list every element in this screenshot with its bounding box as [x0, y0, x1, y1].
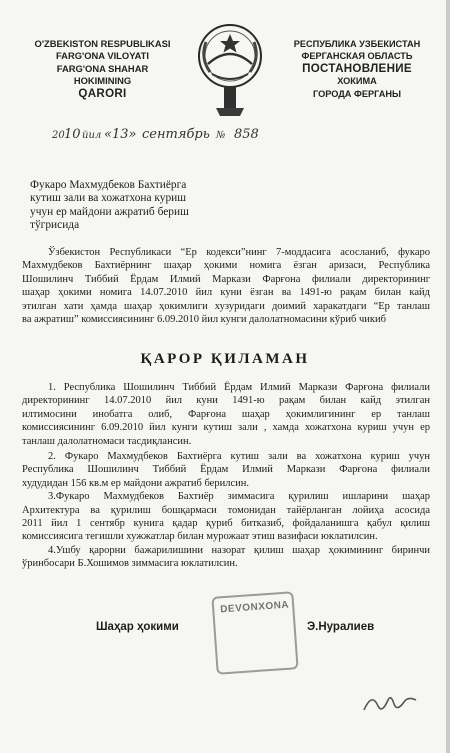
subject-line: Фукаро Махмудбеков Бахтиёрга — [30, 179, 187, 191]
date-year-suffix: йил — [82, 130, 102, 141]
preamble-line: Шошилинч Тиббий Ёрдам Илмий Маркази Фарғона филиали директорининг — [22, 273, 430, 285]
header-left-title: QARORI — [78, 86, 127, 100]
date-year: 10 — [64, 127, 81, 142]
signatory-name: Э.Нуралиев — [307, 621, 375, 633]
office-stamp — [211, 591, 298, 675]
header-left-line: HOKIMINING — [73, 75, 132, 87]
header-left-line: O'ZBEKISTON RESPUBLIKASI — [34, 38, 171, 49]
signatory-title: Шаҳар ҳокими — [96, 621, 179, 633]
header-right-block — [282, 38, 432, 100]
item-1-line: танлаш далолатномаси тасдиқлансин. — [22, 435, 192, 447]
decision-heading: ҚАРОР ҚИЛАМАН — [140, 351, 310, 367]
subject-line: тўгрисида — [30, 219, 80, 232]
document-number: 858 — [234, 127, 259, 142]
dateline — [52, 127, 312, 149]
date-month: сентябрь — [142, 127, 210, 142]
preamble-line: Махмудбеков Бахтиёрнинг шаҳар ҳокими номига ёзган аризаси, Республика — [22, 260, 430, 272]
item-2-line: 2. Фукаро Махмудбеков Бахтиёрга кутиш зали ва хожатхона куриш учун — [48, 451, 430, 463]
item-1-line: комиссиясининг 6.09.2010 йил кунги кутиш зали , хамда хожатхона куриш учун ер — [22, 422, 430, 434]
subject-line: учун ер майдони ажратиб бериш — [30, 205, 189, 218]
item-3-line: 2011 йил 1 сентябр кунига қадар қуриб битказиб, фойдаланишга қабул қилиш — [22, 518, 430, 530]
state-emblem-icon — [194, 12, 266, 120]
preamble-line: Ўзбекистон Республикаси “Ер кодекси”нинг 7-моддасига асосланиб, фукаро — [48, 247, 430, 258]
item-2-line: худудидан 156 кв.м ер майдони ажратиб берилсин. — [22, 477, 249, 489]
header-right-title: ПОСТАНОВЛЕНИЕ — [302, 61, 412, 75]
item-1-line: директорининг 14.07.2010 йил куни 1491-ю рақам билан кайд этилган — [22, 395, 430, 407]
handwritten-signature-icon — [360, 690, 420, 718]
page-edge — [446, 0, 450, 753]
preamble-paragraph — [22, 246, 430, 326]
date-day: «13» — [104, 127, 137, 142]
subject-line: кутиш зали ва хожатхона куриш — [30, 192, 187, 205]
header-left-line: FARG'ONA VILOYATI — [55, 50, 150, 62]
item-3-line: комиссиясига тегишли хужжатлар билан мурожаат этиш вазифаси юклатилсин. — [22, 531, 378, 543]
item-3-line: 3.Фукаро Махмудбеков Бахтиёр зиммасига қурилиш ишларини шаҳар — [48, 491, 430, 503]
document-number-sign: № — [216, 130, 226, 141]
item-4-line: 4.Ушбу қарорни бажарилишини назорат қилиш шаҳар ҳокимининг биринчи — [48, 544, 430, 556]
preamble-line: этилган хати ҳамда шаҳар ҳокимлиги хузуридаги доимий харакатдаги “Ер танлаш — [22, 300, 430, 312]
item-3-line: Архитектура ва қурилиш бошқармаси томонидан тайёрланган лойиҳа асосида — [22, 504, 430, 516]
stamp-text: DEVONXONA — [219, 599, 290, 616]
date-year-prefix: 20 — [52, 130, 65, 141]
header-left-line: FARG'ONA SHAHAR — [56, 62, 149, 74]
preamble-line: ва ажратиш” комиссиясининг 6.09.2010 йил кунги далолатномасини кўриб чикиб — [22, 314, 386, 326]
item-1-line: илтимосини инобатга олиб, Фарғона шаҳар ҳокимлигининг ер танлаш — [22, 408, 430, 420]
header-right-line: ГОРОДА ФЕРГАНЫ — [313, 88, 401, 99]
item-4-line: ўринбосари Б.Хошимов зиммасига юклатилсин. — [22, 558, 238, 570]
item-1-line: 1. Республика Шошилинч Тиббий Ёрдам Илмий Маркази Фарғона филиали — [48, 382, 430, 393]
header-right-line: РЕСПУБЛИКА УЗБЕКИСТАН — [293, 39, 421, 49]
header-right-line: ФЕРГАНСКАЯ ОБЛАСТЬ — [301, 51, 413, 62]
header-left-block — [30, 38, 175, 100]
header-right-line: ХОКИМА — [337, 76, 377, 87]
preamble-line: шаҳар ҳокими номига 14.07.2010 йил куни ёзган ва 1491-ю рақам билан кайд — [22, 287, 430, 299]
item-2-line: Республика Шошилинч Тиббий Ёрдам Илмий Маркази Фарғона филиали — [22, 464, 430, 476]
decision-items — [22, 381, 430, 571]
document-subject — [30, 179, 270, 233]
